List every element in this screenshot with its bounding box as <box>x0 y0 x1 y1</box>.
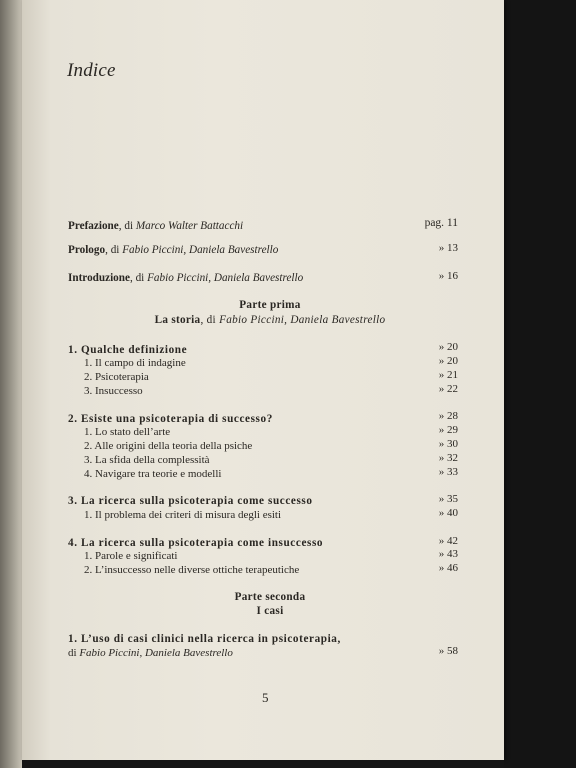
chapter-2-sub-3: 3. La sfida della complessità <box>84 454 210 466</box>
chapter-2-sub-4-page: » 33 <box>438 466 458 478</box>
part1-heading: Parte prima <box>239 299 301 311</box>
toc-entry-prologo: Prologo, di Fabio Piccini, Daniela Bavestrello <box>68 244 279 256</box>
chapter-1-sub-2-page: » 21 <box>438 369 458 381</box>
chapter-3-page: » 35 <box>438 493 458 505</box>
chapter-4-sub-1-page: » 43 <box>438 548 458 560</box>
chapter-4-sub-2: 2. L’insuccesso nelle diverse ottiche terapeutiche <box>84 564 300 576</box>
chapter-1-sub-3-page: » 22 <box>438 383 458 395</box>
chapter-4-sub-2-page: » 46 <box>438 562 458 574</box>
chapter-1-sub-1-page: » 20 <box>438 355 458 367</box>
chapter-1-page: » 20 <box>438 341 458 353</box>
toc-page-introduzione: » 16 <box>438 270 458 282</box>
chapter-4-page: » 42 <box>438 535 458 547</box>
toc-entry-prefazione: Prefazione, di Marco Walter Battacchi <box>68 220 244 232</box>
part2-chapter-1-title: 1. L’uso di casi clinici nella ricerca in psicoterapia, <box>68 633 341 645</box>
part2-subtitle: I casi <box>256 605 284 617</box>
part1-subtitle: La storia, di Fabio Piccini, Daniela Bavestrello <box>154 314 386 326</box>
chapter-3-sub-1-page: » 40 <box>438 507 458 519</box>
chapter-2-sub-3-page: » 32 <box>438 452 458 464</box>
chapter-4-title: 4. La ricerca sulla psicoterapia come insuccesso <box>68 537 324 549</box>
part2-heading: Parte seconda <box>234 591 306 603</box>
toc-page-prologo: » 13 <box>438 242 458 254</box>
chapter-4-sub-1: 1. Parole e significati <box>84 550 178 562</box>
chapter-2-sub-1-page: » 29 <box>438 424 458 436</box>
toc-page-prefazione: pag. 11 <box>424 217 458 229</box>
page-number: 5 <box>262 690 269 705</box>
part2-chapter-1-page: » 58 <box>438 645 458 657</box>
chapter-2-sub-4: 4. Navigare tra teorie e modelli <box>84 468 222 480</box>
chapter-3-sub-1: 1. Il problema dei criteri di misura degli esiti <box>84 509 282 521</box>
part2-chapter-1-author: di Fabio Piccini, Daniela Bavestrello <box>68 647 233 659</box>
page-title: Indice <box>67 60 116 81</box>
chapter-2-sub-2: 2. Alle origini della teoria della psiche <box>84 440 253 452</box>
chapter-2-sub-1: 1. Lo stato dell’arte <box>84 426 171 438</box>
chapter-1-sub-1: 1. Il campo di indagine <box>84 357 186 369</box>
chapter-2-sub-2-page: » 30 <box>438 438 458 450</box>
chapter-1-title: 1. Qualche definizione <box>68 344 188 356</box>
chapter-3-title: 3. La ricerca sulla psicoterapia come successo <box>68 495 313 507</box>
chapter-2-page: » 28 <box>438 410 458 422</box>
chapter-2-title: 2. Esiste una psicoterapia di successo? <box>68 413 273 425</box>
toc-entry-introduzione: Introduzione, di Fabio Piccini, Daniela Bavestrello <box>68 272 304 284</box>
chapter-1-sub-2: 2. Psicoterapia <box>84 371 149 383</box>
page-bottom-edge <box>22 760 504 768</box>
book-gutter <box>0 0 24 768</box>
chapter-1-sub-3: 3. Insuccesso <box>84 385 143 397</box>
